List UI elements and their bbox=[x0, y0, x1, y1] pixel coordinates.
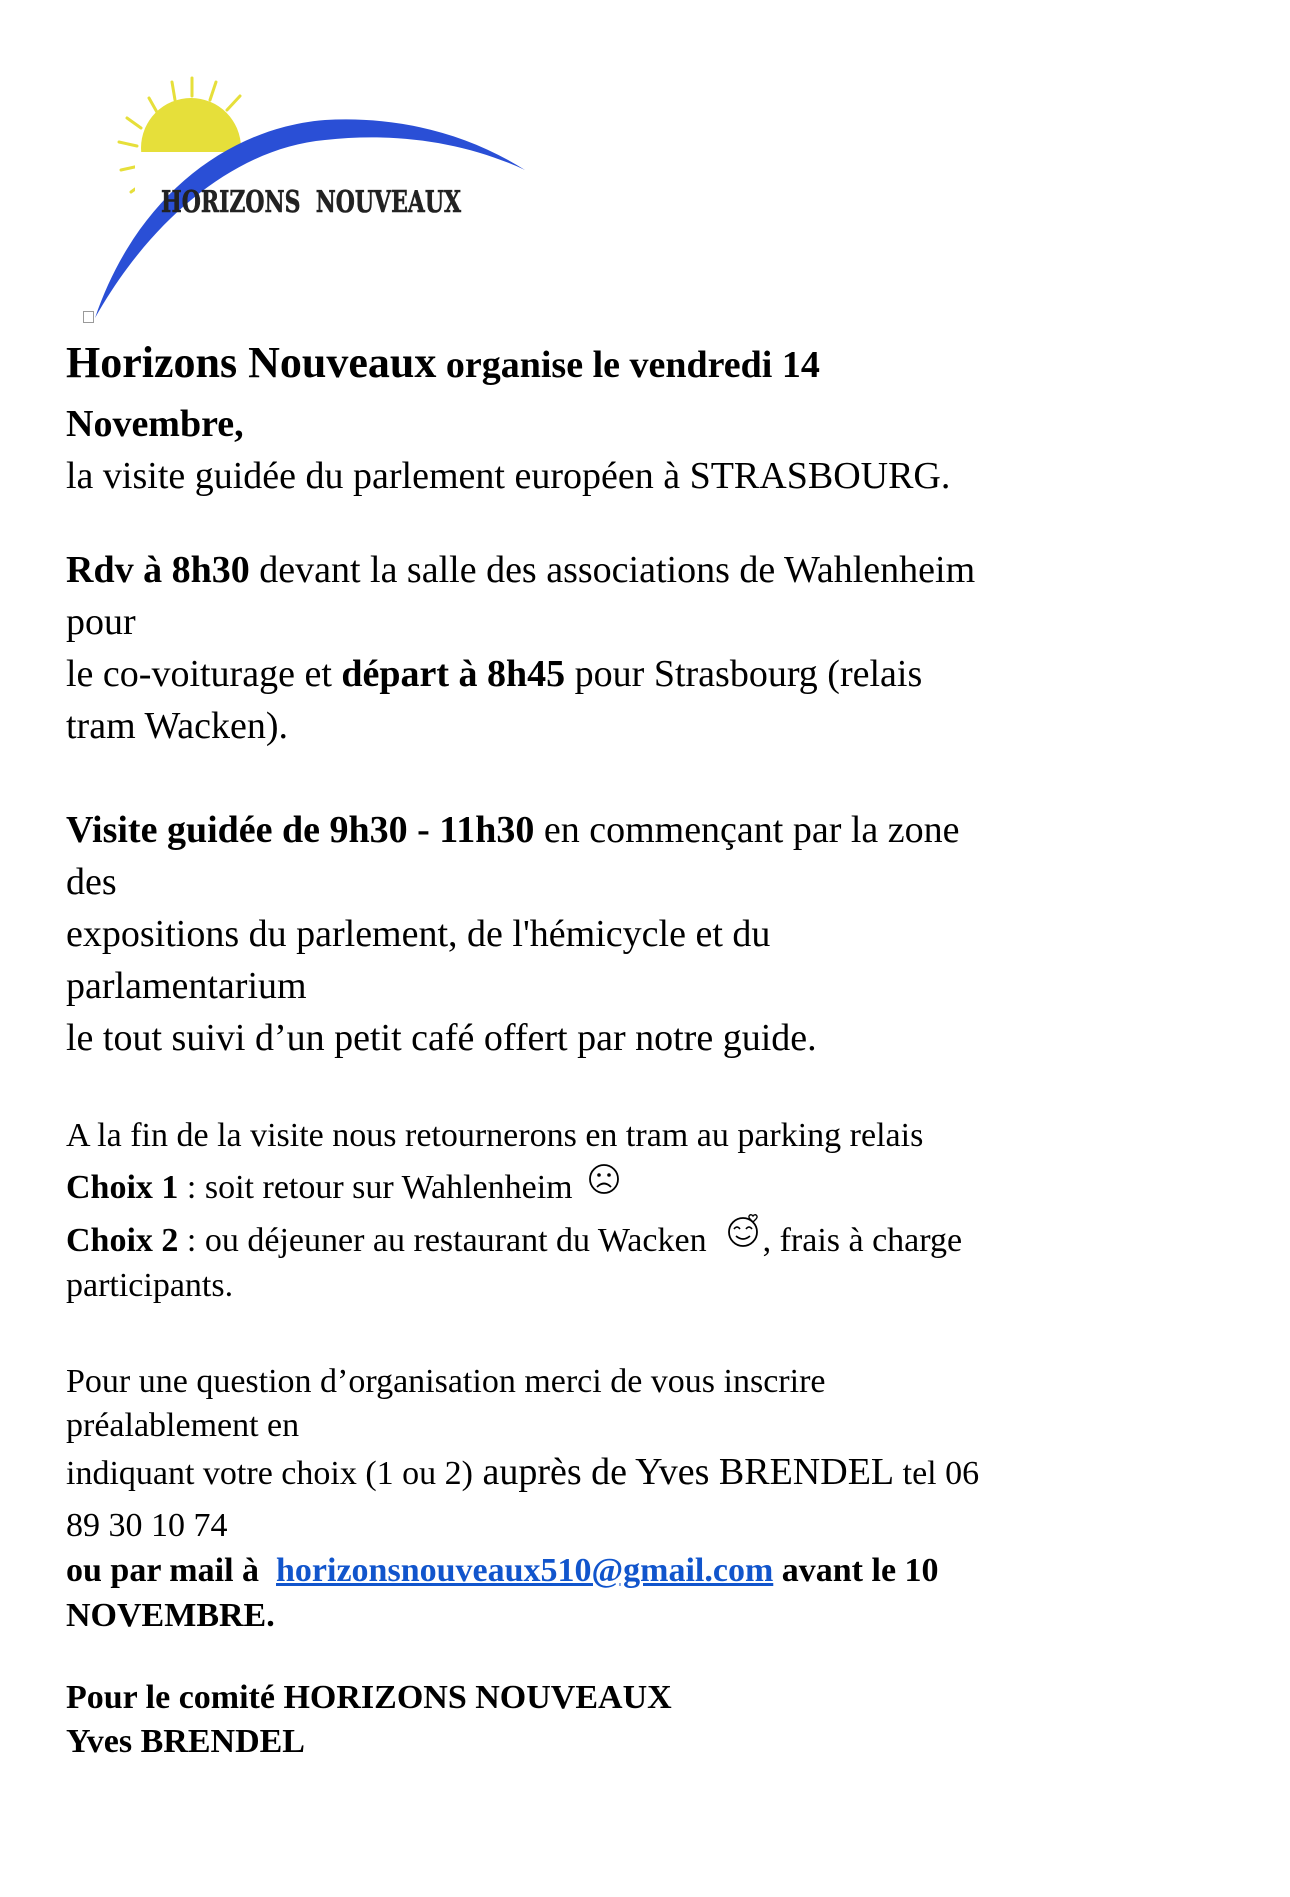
title-line bbox=[66, 338, 1146, 398]
title-rest: organise le vendredi 14 bbox=[436, 344, 820, 386]
blissful-face-icon bbox=[723, 1210, 763, 1250]
choices-intro: A la fin de la visite nous retournerons en tram au parking relais bbox=[66, 1117, 924, 1154]
registration-section bbox=[66, 1360, 1146, 1638]
visit-line-3: expositions du parlement, de l'hémicycle et du bbox=[66, 913, 771, 955]
signature-section bbox=[66, 1676, 1146, 1764]
registration-line-1: Pour une question d’organisation merci de vous inscrire bbox=[66, 1363, 826, 1400]
choices-section bbox=[66, 1112, 1146, 1306]
anchor-marker bbox=[83, 311, 94, 323]
logo-text: HORIZONS NOUVEAUX bbox=[161, 185, 462, 220]
horizons-nouveaux-logo bbox=[95, 70, 535, 330]
visit-section bbox=[66, 804, 1146, 1064]
visit-line-1: Visite guidée de 9h30 - 11h30 en commençant par la zone bbox=[66, 809, 960, 851]
signature-line-2: Yves BRENDEL bbox=[66, 1723, 305, 1760]
signature-line-1: Pour le comité HORIZONS NOUVEAUX bbox=[66, 1679, 672, 1716]
meeting-line-4: tram Wacken). bbox=[66, 705, 289, 747]
meeting-line-1: Rdv à 8h30 devant la salle des associations de Wahlenheim bbox=[66, 549, 976, 591]
registration-line-4: 89 30 10 74 bbox=[66, 1507, 228, 1544]
choice-2: Choix 2 : ou déjeuner au restaurant du Wacken , frais à charge bbox=[66, 1216, 1146, 1266]
intro-section bbox=[66, 338, 1146, 502]
visit-line-4: parlamentarium bbox=[66, 965, 307, 1007]
email-link[interactable]: horizonsnouveaux510@gmail.com bbox=[276, 1552, 774, 1589]
registration-line-2: préalablement en bbox=[66, 1407, 300, 1444]
choice-2-line-2: participants. bbox=[66, 1267, 234, 1304]
visit-line-5: le tout suivi d’un petit café offert par notre guide. bbox=[66, 1017, 817, 1059]
title-line-2: Novembre, bbox=[66, 403, 244, 445]
subtitle: la visite guidée du parlement européen à STRASBOURG. bbox=[66, 455, 951, 497]
meeting-line-3: le co-voiturage et départ à 8h45 pour Strasbourg (relais bbox=[66, 653, 923, 695]
meeting-section bbox=[66, 544, 1146, 752]
registration-line-3: indiquant votre choix (1 ou 2) auprès de Yves BRENDEL tel 06 bbox=[66, 1451, 980, 1493]
org-name: Horizons Nouveaux bbox=[66, 338, 437, 387]
visit-line-2: des bbox=[66, 861, 117, 903]
choice-1: Choix 1 : soit retour sur Wahlenheim bbox=[66, 1160, 1146, 1216]
registration-line-5: ou par mail à horizonsnouveaux510@gmail.com avant le 10 bbox=[66, 1552, 939, 1589]
registration-line-6: NOVEMBRE. bbox=[66, 1597, 275, 1634]
sad-face-icon bbox=[587, 1162, 621, 1196]
meeting-line-2: pour bbox=[66, 601, 136, 643]
